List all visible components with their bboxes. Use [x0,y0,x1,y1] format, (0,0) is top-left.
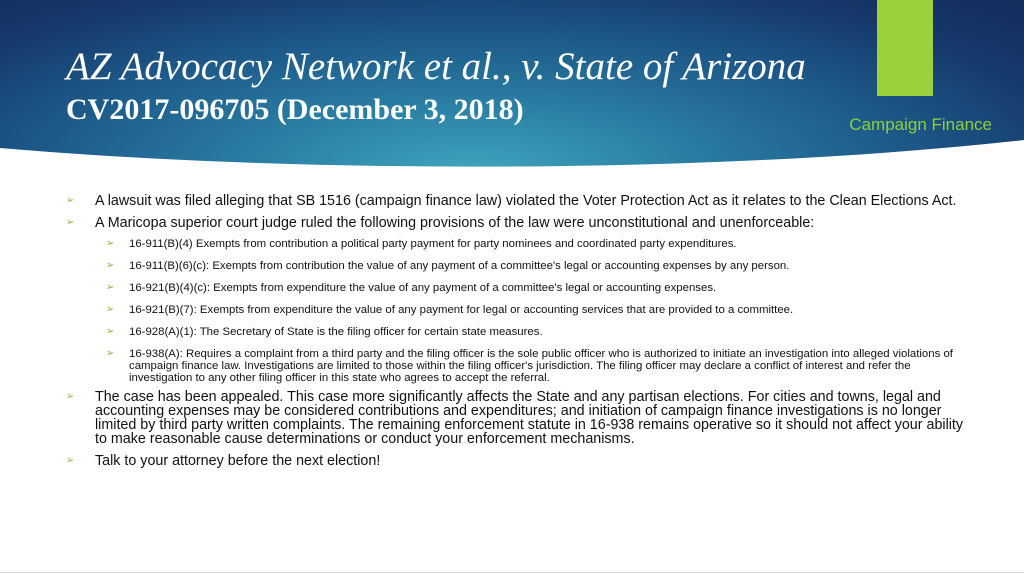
sub-bullet-text: 16-911(B)(6)(c): Exempts from contribution the value of any payment of a committee's legal or accounting expenses by any person. [129,260,790,272]
arrow-bullet-icon: ➢ [106,326,115,337]
banner-curve [0,140,1024,200]
arrow-bullet-icon: ➢ [66,195,75,206]
sub-bullet-item [66,326,970,338]
slide-content [66,194,970,476]
sub-bullet-text: 16-928(A)(1): The Secretary of State is the filing officer for certain state measures. [129,326,543,338]
arrow-bullet-icon: ➢ [66,455,75,466]
bottom-divider [0,572,1024,573]
slide-subtitle: CV2017-096705 (December 3, 2018) [66,93,524,126]
arrow-bullet-icon: ➢ [106,260,115,271]
arrow-bullet-icon: ➢ [66,391,75,402]
arrow-bullet-icon: ➢ [66,217,75,228]
bullet-text: A lawsuit was filed alleging that SB 1516 (campaign finance law) violated the Voter Protection Act as it relates to the Clean Elections Act. [95,193,957,209]
sub-bullet-text: 16-921(B)(7): Exempts from expenditure the value of any payment for legal or accounting services that are provided to a committee. [129,304,794,316]
sub-bullet-item [66,238,970,250]
sub-bullet-text: 16-921(B)(4)(c): Exempts from expenditure the value of any payment of a committee's legal or accounting expenses. [129,282,717,294]
sub-bullet-item [66,260,970,272]
sub-bullet-item [66,304,970,316]
bullet-item [66,390,970,446]
sub-bullet-item [66,282,970,294]
arrow-bullet-icon: ➢ [106,238,115,249]
bullet-text: A Maricopa superior court judge ruled the following provisions of the law were unconstitutional and unenforceable: [95,215,815,231]
sub-bullet-text: 16-938(A): Requires a complaint from a third party and the filing officer is the sole public officer who is authorized to initiate an investigation into alleged violations of campaign finance law. Investigations are limited to those within the filing officer's jurisdiction. The filing officer may declare a conflict of interest and refer the investigation to any other filing officer in this state who agrees to accept the referral. [129,348,953,384]
bullet-text: The case has been appealed. This case more significantly affects the State and any partisan elections. For cities and towns, legal and accounting expenses may be considered contributions and expenditures; and initiation of campaign finance investigations is no longer limited by third party written complaints. The remaining enforcement statute in 16-938 remains operative so it should not affect your ability to make reasonable cause determinations or conduct your enforcement mechanisms. [95,389,964,447]
arrow-bullet-icon: ➢ [106,282,115,293]
section-label: Campaign Finance [849,115,992,134]
bullet-item [66,454,970,468]
sub-bullet-text: 16-911(B)(4) Exempts from contribution a political party payment for party nominees and coordinated party expenditures. [129,238,737,250]
arrow-bullet-icon: ➢ [106,304,115,315]
sub-bullet-item [66,348,970,384]
bullet-text: Talk to your attorney before the next election! [95,453,381,469]
slide-title: AZ Advocacy Network et al., v. State of Arizona [66,45,806,88]
accent-bar [877,0,933,96]
arrow-bullet-icon: ➢ [106,348,115,359]
bullet-item [66,194,970,208]
bullet-item [66,216,970,230]
